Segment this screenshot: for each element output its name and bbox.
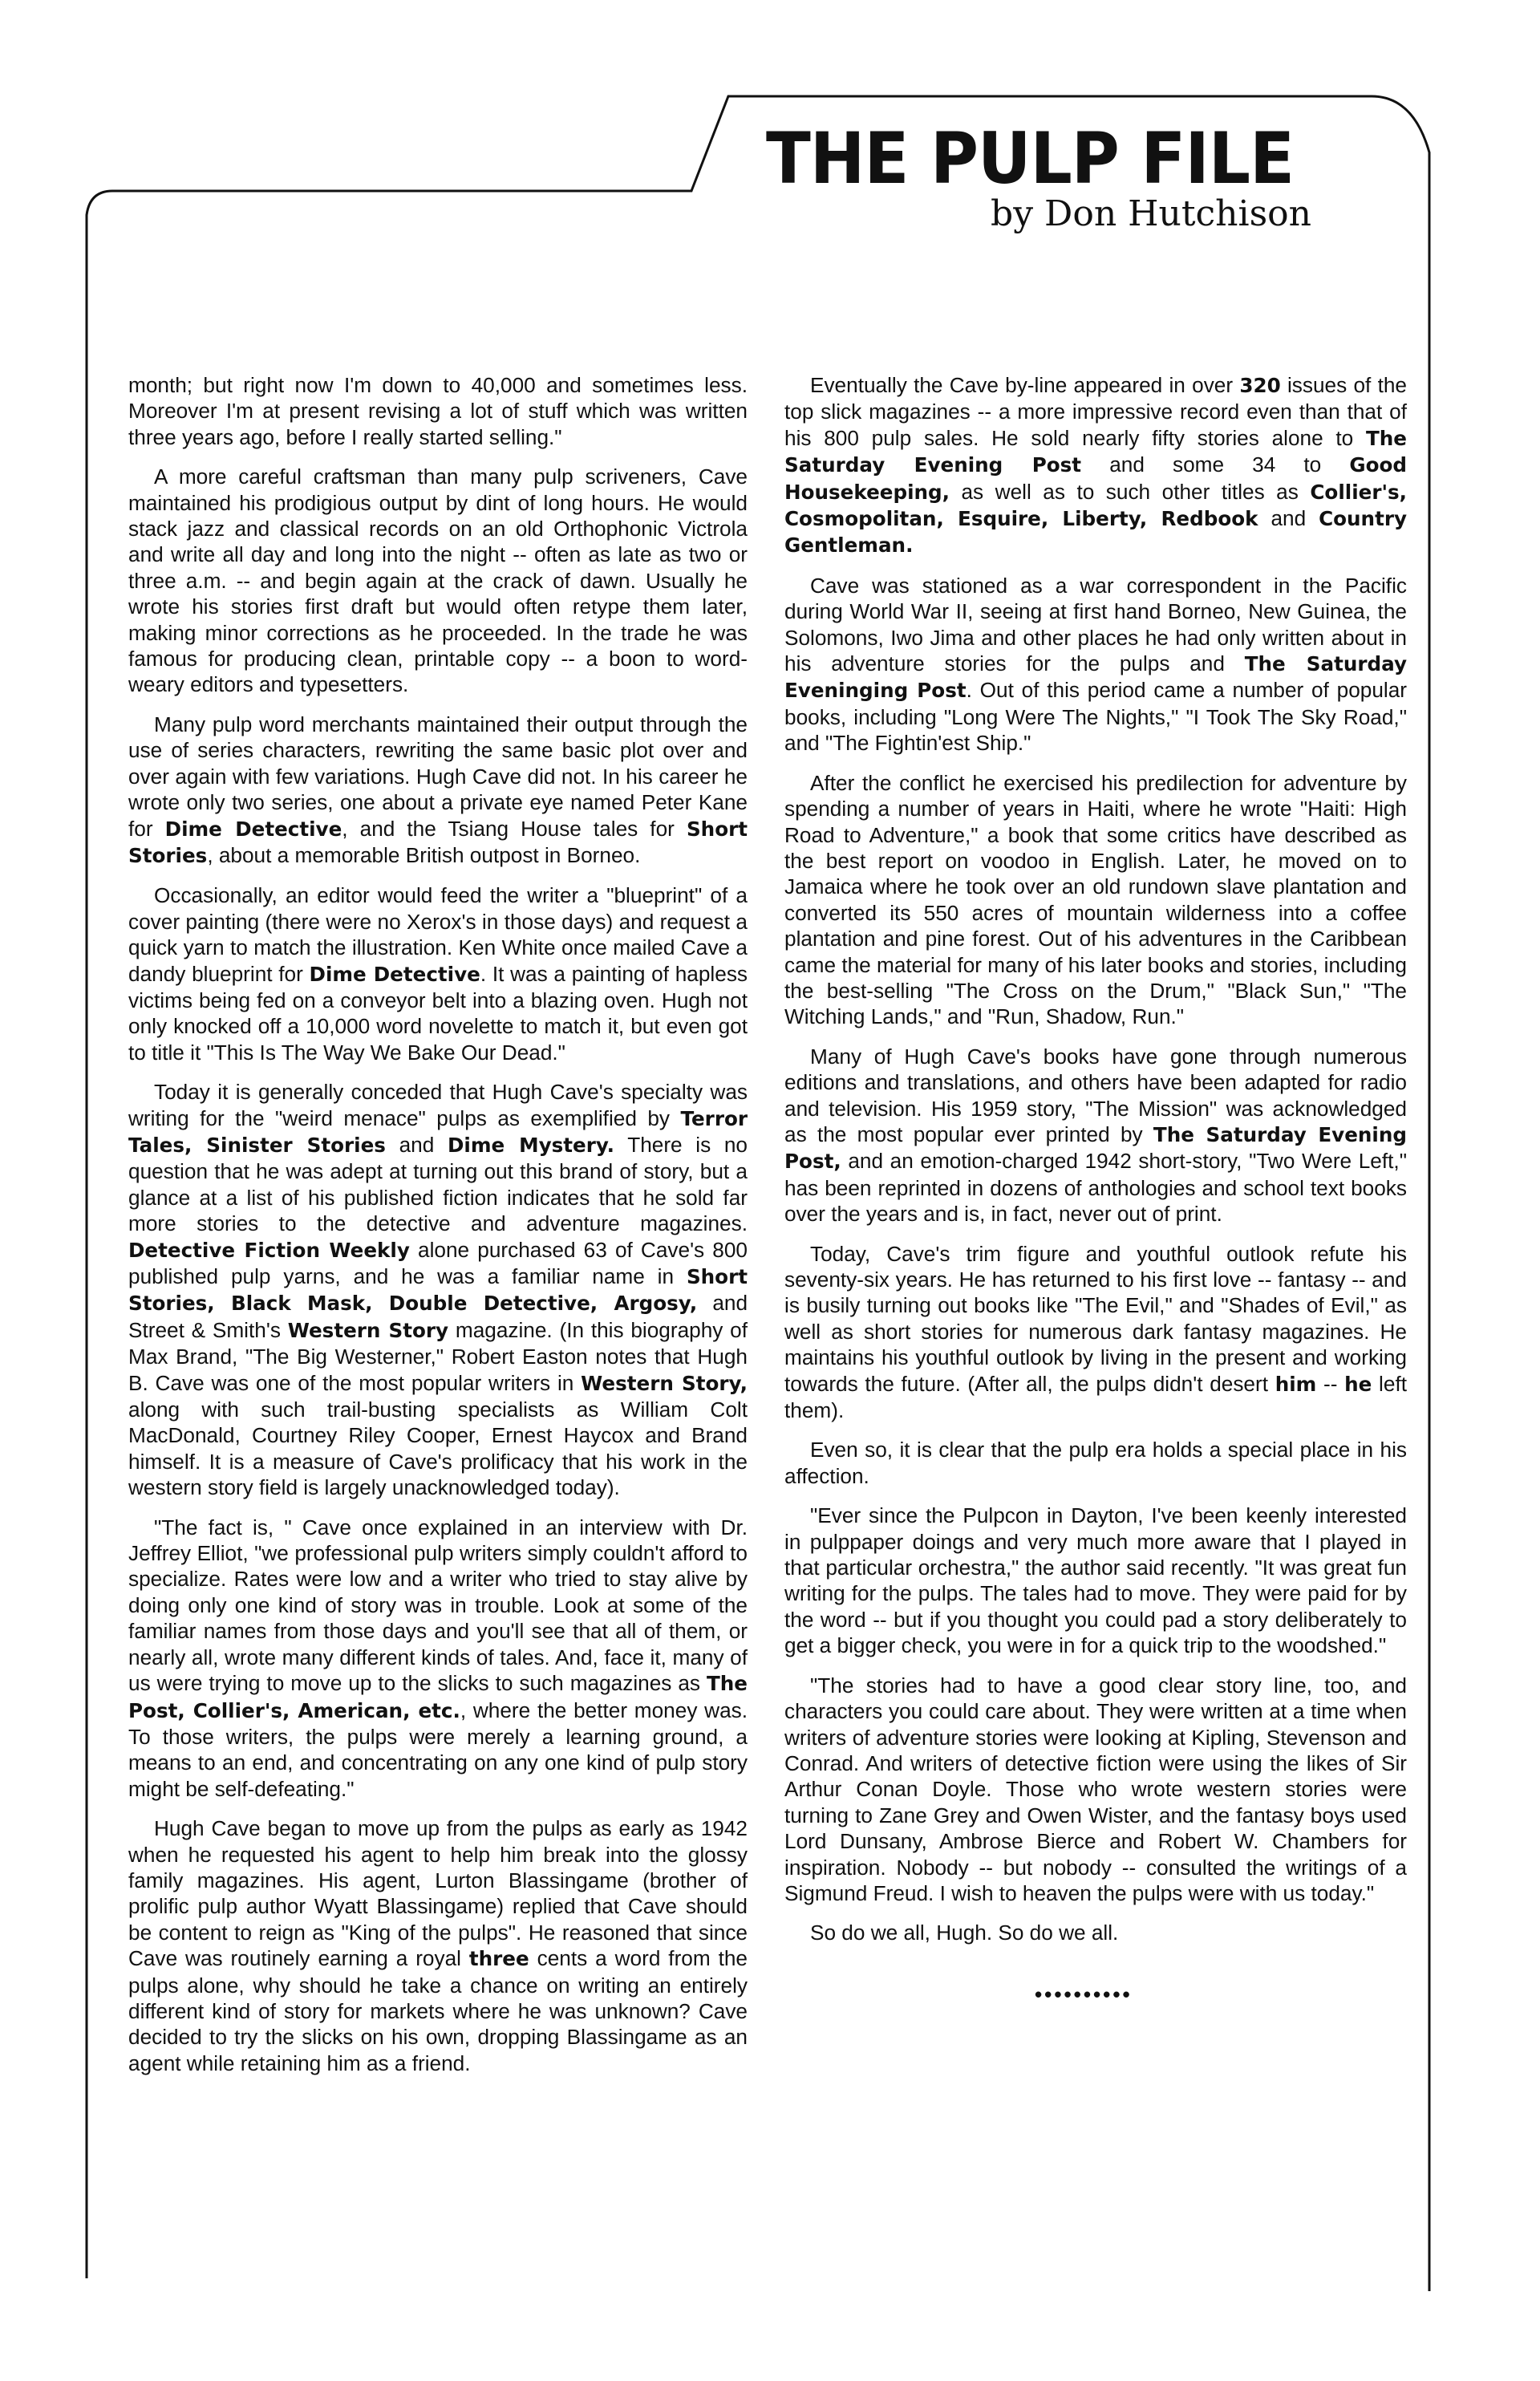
emphasized-title: Western Story, — [581, 1371, 748, 1395]
text-run: "The fact is, " Cave once explained in an interview with Dr. Jeffrey Elliot, "we professional pulp writers simply couldn't afford to specialize. Rates were low and a writer who tried to stay alive by doing only one kind of story was in trouble. Look at some of the familiar names from those days and you'll see that all of them, or nearly all, wrote many different kinds of tales. And, face it, many of us were trying to move up to the slicks to such magazines as — [128, 1515, 748, 1696]
end-mark: •••••••••• — [1035, 1981, 1133, 2006]
paragraph — [128, 1079, 748, 1501]
text-run: month; but right now I'm down to 40,000 and sometimes less. Moreover I'm at present revising a lot of stuff which was written three years ago, before I really started selling." — [128, 373, 748, 449]
emphasized-title: 320 — [1239, 374, 1281, 397]
emphasized-title: Collier's, Cosmopolitan, Esquire, Liberty, Redbook — [784, 480, 1407, 531]
text-run: along with such trail-busting specialists as William Colt MacDonald, Courtney Riley Cooper, Ernest Haycox and Brand himself. It is a measure of Cave's prolificacy that his work in the western story field is largely unacknowledged today). — [128, 1397, 748, 1500]
right-column — [784, 372, 1407, 2007]
emphasized-title: he — [1344, 1372, 1372, 1396]
emphasized-title: Terror Tales, Sinister Stories — [128, 1106, 748, 1157]
text-run: Many pulp word merchants maintained their output through the use of series characters, rewriting the same basic plot over and over again with few variations. Hugh Cave did not. In his career he wrote only two series, one about a private eye named Peter Kane for — [128, 712, 748, 841]
text-run: alone purchased 63 of Cave's 800 published pulp yarns, and he was a familiar name in — [128, 1237, 748, 1288]
emphasized-title: Western Story — [287, 1318, 449, 1342]
emphasized-title: Dime Detective — [309, 962, 480, 986]
text-run: . Out of this period came a number of popular books, including "Long Were The Nights," "I Took The Sky Road," and "The Fightin'est Ship." — [784, 678, 1407, 756]
text-run: Hugh Cave began to move up from the pulps as early as 1942 when he requested his agent to help him break into the glossy family magazines. His agent, Lurton Blassingame (brother of prolific pulp author Wyatt Blassingame) replied that Cave should be content to reign as "King of the pulps". He reasoned that since Cave was routinely earning a royal — [128, 1816, 748, 1971]
text-run: There is no question that he was adept at turning out this brand of story, but a glance at a list of his published fiction indicates that he sold far more stories to the detective and adventure magazines. — [128, 1132, 748, 1236]
emphasized-title: Good Housekeeping, — [784, 453, 1408, 504]
text-run: A more careful craftsman than many pulp scriveners, Cave maintained his prodigious output by dint of long hours. He would stack jazz and classical records on an old Orthophonic Victrola and write all day and long into the night -- often as late as two or three a.m. -- and begin again at the crack of dawn. Usually he wrote his stories first draft but would often retype them later, making minor corrections as he proceeded. In the trade he was famous for producing clean, printable copy -- a boon to word-weary editors and typesetters. — [128, 464, 748, 697]
paragraph — [784, 770, 1407, 1030]
text-run: as well as to such other titles as — [949, 479, 1311, 504]
text-run: and — [1258, 506, 1319, 531]
emphasized-title: him — [1275, 1372, 1317, 1396]
paragraph — [784, 1673, 1407, 1907]
paragraph — [784, 1437, 1407, 1489]
text-run: So do we all, Hugh. So do we all. — [810, 1921, 1119, 1945]
text-run: Even so, it is clear that the pulp era holds a special place in his affection. — [784, 1438, 1407, 1488]
emphasized-title: Detective Fiction Weekly — [128, 1238, 410, 1262]
header — [766, 117, 1343, 234]
text-run: magazine. (In this biography of Max Brand, "The Big Westerner," Robert Easton notes that Hugh B. Cave was one of the most popular writers in — [128, 1317, 748, 1395]
paragraph — [784, 1920, 1407, 1945]
paragraph — [128, 372, 748, 450]
emphasized-title: The Post, Collier's, American, etc. — [128, 1672, 748, 1722]
emphasized-title: The Saturday Eveninging Post — [784, 652, 1407, 703]
emphasized-title: Short Stories — [128, 817, 748, 867]
text-run: Occasionally, an editor would feed the writer a "blueprint" of a cover painting (there were no Xerox's in those days) and request a quick yarn to match the illustration. Ken White once mailed Cave a dandy blueprint for — [128, 883, 748, 986]
text-run: issues of the top slick magazines -- a more impressive record even than that of his 800 pulp sales. He sold nearly fifty stories alone to — [784, 373, 1407, 450]
emphasized-title: three — [468, 1947, 529, 1971]
text-run: "The stories had to have a good clear story line, too, and characters you could care about. They were written at a time when writers of adventure stories were looking at Kipling, Stevenson and Conrad. And writers of detective fiction were using the likes of Sir Arthur Conan Doyle. Those who wrote western stories were turning to Zane Grey and Owen Wister, and the fantasy boys used Lord Dunsany, Ambrose Bierce and Robert W. Chambers for inspiration. Nobody -- but nobody -- consulted the writings of a Sigmund Freud. I wish to heaven the pulps were with us today." — [784, 1673, 1407, 1905]
paragraph — [784, 1241, 1407, 1424]
paragraph — [128, 464, 748, 698]
paragraph — [128, 1515, 748, 1802]
text-run: "Ever since the Pulpcon in Dayton, I've been keenly interested in pulppaper doings and very much more aware that I played in that particular orchestra," the author said recently. "It was great fun writing for the pulps. The tales had to move. They were paid for by the word -- but if you thought you could pad a story deliberately to get a bigger check, you were in for a quick trip to the woodshed." — [784, 1503, 1407, 1658]
paragraph — [128, 1815, 748, 2076]
paragraph — [784, 1503, 1407, 1658]
text-run: Many of Hugh Cave's books have gone through numerous editions and translations, and others have been adapted for radio and television. His 1959 story, "The Mission" was acknowledged as the most popular ever printed by — [784, 1044, 1407, 1146]
emphasized-title: The Saturday Evening Post — [784, 426, 1407, 477]
text-run: Eventually the Cave by-line appeared in over — [810, 373, 1240, 397]
left-column — [128, 372, 748, 2090]
text-run: and some 34 to — [1081, 452, 1350, 477]
text-run: , about a memorable British outpost in Borneo. — [207, 842, 641, 867]
emphasized-title: Short Stories, Black Mask, Double Detective, Argosy, — [128, 1265, 748, 1316]
text-run: -- — [1316, 1371, 1345, 1396]
paragraph — [784, 1044, 1407, 1227]
paragraph — [784, 573, 1407, 756]
text-run: , and the Tsiang House tales for — [342, 816, 687, 841]
text-run: cents a word from the pulps alone, why should he take a chance on writing an entirely different kind of story for markets where he was unknown? Cave decided to try the slicks on his own, dropping Blassingame as an agent while retaining him as a friend. — [128, 1946, 748, 2075]
text-run: Today it is generally conceded that Hugh Cave's specialty was writing for the "weird menace" pulps as exemplified by — [128, 1080, 748, 1130]
emphasized-title: The Saturday Evening Post, — [784, 1122, 1407, 1174]
text-run: and Street & Smith's — [128, 1291, 748, 1342]
paragraph — [128, 882, 748, 1065]
text-run: and an emotion-charged 1942 short-story, "Two Were Left," has been reprinted in dozens of anthologies and school text books over the years and is, in fact, never out of print. — [784, 1149, 1407, 1227]
emphasized-title: Dime Mystery. — [447, 1133, 615, 1157]
text-run: After the conflict he exercised his predilection for adventure by spending a number of years in Haiti, where he wrote "Haiti: High Road to Adventure," a book that some critics have described as the best report on voodoo in English. Later, he moved on to Jamaica where he took over an old rundown slave plantation and converted its 550 acres of mountain wilderness into a coffee plantation and pine forest. Out of his adventures in the Caribbean came the material for many of his later books and stories, including the best-selling "The Cross on the Drum," "Black Sun," "The Witching Lands," and "Run, Shadow, Run." — [784, 770, 1407, 1029]
text-run: and — [385, 1132, 448, 1157]
page-title: THE PULP FILE — [766, 117, 1295, 200]
text-run: . It was a painting of hapless victims being fed on a conveyor belt into a blazing oven. Hugh not only knocked off a 10,000 word novelette to match it, but even got to title it "This Is The Way We Bake Our Dead." — [128, 961, 748, 1065]
text-run: Today, Cave's trim figure and youthful outlook refute his seventy-six years. He has returned to his first love -- fantasy -- and is busily turning out books like "The Evil," and "Shades of Evil," as well as short stories for numerous dark fantasy magazines. He maintains his youthful outlook by living in the present and working towards the future. (After all, the pulps didn't desert — [784, 1241, 1407, 1396]
text-run: Cave was stationed as a war correspondent in the Pacific during World War II, seeing at first hand Borneo, New Guinea, the Solomons, Iwo Jima and other places he had only written about in his adventure stories for the pulps and — [784, 573, 1407, 676]
emphasized-title: Country Gentleman. — [784, 507, 1408, 558]
text-run: left them). — [784, 1371, 1407, 1423]
paragraph — [784, 372, 1407, 559]
emphasized-title: Dime Detective — [164, 817, 342, 841]
text-run: , where the better money was. To those writers, the pulps were merely a learning ground, a means to an end, and concentrating on any one kind of pulp story might be self-defeating." — [128, 1698, 748, 1801]
paragraph — [128, 712, 748, 869]
byline: by Don Hutchison — [991, 193, 1311, 234]
